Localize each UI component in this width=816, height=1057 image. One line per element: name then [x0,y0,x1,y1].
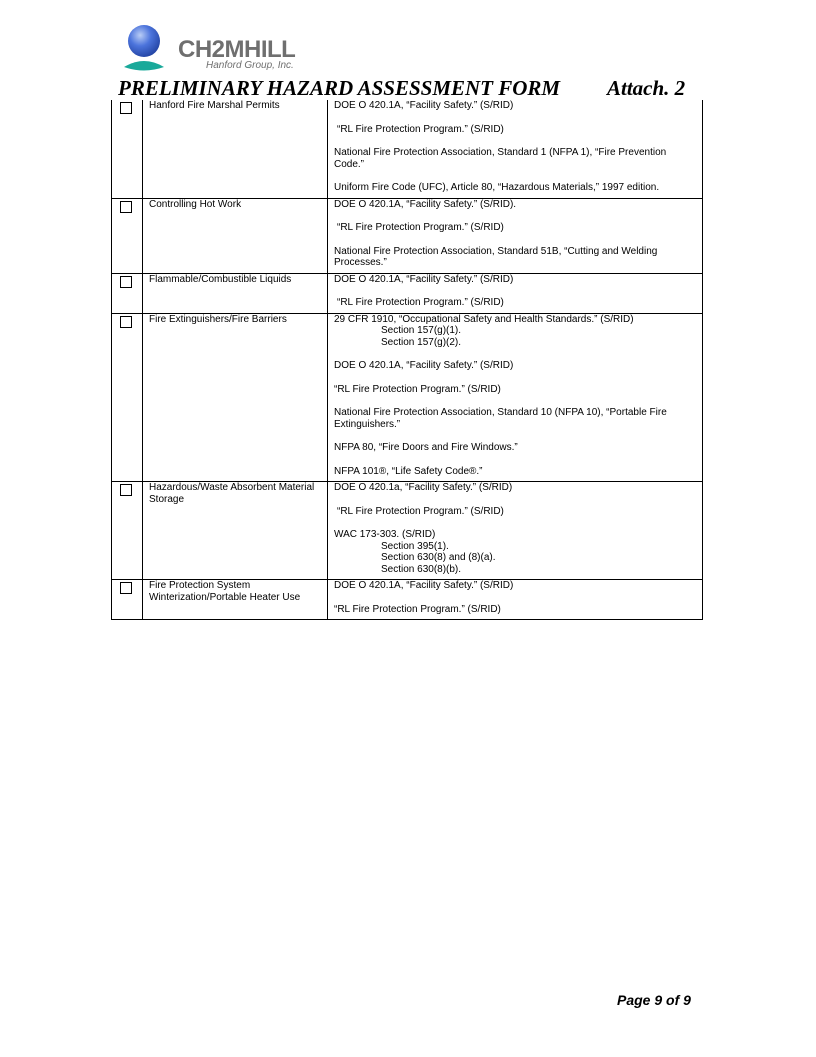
hazard-checkbox[interactable] [120,484,132,496]
hazard-row [112,580,703,620]
hazard-topic: Hazardous/Waste Absorbent Material Storage [143,482,328,580]
hazard-table-body [112,100,703,620]
requirement-reference [334,199,696,211]
hazard-topic: Hanford Fire Marshal Permits [143,100,328,198]
logo-company-name: CH2MHILL [178,36,296,63]
requirement-reference [334,147,696,170]
requirement-reference [334,124,696,136]
requirement-reference [334,246,696,269]
requirement-text: DOE O 420.1A, “Facility Safety.” (S/RID) [334,273,514,285]
hazard-topic: Fire Extinguishers/Fire Barriers [143,313,328,482]
checkbox-cell [112,100,143,198]
hazard-topic: Controlling Hot Work [143,198,328,273]
hazard-row [112,273,703,313]
requirement-reference [334,580,696,592]
requirement-text: NFPA 101®, “Life Safety Code®.” [334,465,483,477]
requirement-text: “RL Fire Protection Program.” (S/RID) [334,603,501,615]
requirement-reference [334,466,696,478]
requirements-cell [328,580,703,620]
requirement-reference [334,604,696,616]
requirement-text: NFPA 80, “Fire Doors and Fire Windows.” [334,442,518,453]
hazard-row [112,100,703,198]
requirement-text: National Fire Protection Association, Standard 51B, “Cutting and Welding Processes.” [334,245,658,268]
requirements-cell [328,100,703,198]
checkbox-cell [112,482,143,580]
requirement-text: “RL Fire Protection Program.” (S/RID) [337,297,504,308]
attachment-label: Attach. 2 [607,76,686,100]
requirement-reference [334,442,696,454]
requirements-cell [328,313,703,482]
requirement-reference [334,100,696,112]
company-logo [120,22,340,77]
form-title: PRELIMINARY HAZARD ASSESSMENT FORM [118,76,561,100]
logo-subtitle: Hanford Group, Inc. [206,60,294,71]
requirement-reference [334,182,696,194]
requirement-section: Section 630(8)(b). [381,563,462,575]
requirement-text: DOE O 420.1A, “Facility Safety.” (S/RID) [334,360,514,371]
requirement-text: DOE O 420.1A, “Facility Safety.” (S/RID) [334,580,514,591]
requirement-text: 29 CFR 1910, “Occupational Safety and Health Standards.” (S/RID) [334,313,634,325]
checkbox-cell [112,273,143,313]
requirement-text: DOE O 420.1a, “Facility Safety.” (S/RID) [334,482,513,493]
requirement-text: WAC 173-303. (S/RID) [334,529,436,540]
hazard-topic: Fire Protection System Winterization/Portable Heater Use [143,580,328,620]
requirement-text: “RL Fire Protection Program.” (S/RID) [337,123,504,135]
hazard-checkbox[interactable] [120,582,132,594]
checkbox-cell [112,198,143,273]
requirement-section: Section 395(1). [381,540,449,552]
requirement-text: “RL Fire Protection Program.” (S/RID) [337,222,504,233]
requirement-reference [334,407,696,430]
requirements-cell [328,273,703,313]
requirements-cell [328,482,703,580]
requirement-reference [334,384,696,396]
hazard-checkbox[interactable] [120,102,132,114]
hazard-row [112,313,703,482]
hazard-checkbox[interactable] [120,316,132,328]
requirement-reference [334,529,696,575]
requirement-section: Section 157(g)(1). [381,325,462,336]
hazard-checkbox[interactable] [120,201,132,213]
hazard-topic: Flammable/Combustible Liquids [143,273,328,313]
checkbox-cell [112,580,143,620]
hazard-table [111,100,703,620]
requirement-reference [334,482,696,494]
requirement-reference [334,314,696,349]
globe-icon [120,22,180,77]
hazard-row [112,482,703,580]
requirement-text: Uniform Fire Code (UFC), Article 80, “Hazardous Materials,” 1997 edition. [334,182,660,193]
requirement-text: DOE O 420.1A, “Facility Safety.” (S/RID) [334,100,514,111]
hazard-row [112,198,703,273]
requirement-reference [334,297,696,309]
hazard-checkbox[interactable] [120,276,132,288]
requirement-reference [334,360,696,372]
requirement-text: DOE O 420.1A, “Facility Safety.” (S/RID). [334,198,517,210]
requirement-section: Section 630(8) and (8)(a). [381,552,496,563]
requirement-text: “RL Fire Protection Program.” (S/RID) [334,383,501,395]
checkbox-cell [112,313,143,482]
requirement-section: Section 157(g)(2). [381,336,462,348]
requirement-reference [334,506,696,518]
requirement-reference [334,222,696,234]
requirement-text: “RL Fire Protection Program.” (S/RID) [337,505,504,517]
requirements-cell [328,198,703,273]
page-number: Page 9 of 9 [617,992,691,1008]
requirement-text: National Fire Protection Association, Standard 1 (NFPA 1), “Fire Prevention Code.” [334,147,667,170]
requirement-text: National Fire Protection Association, Standard 10 (NFPA 10), “Portable Fire Extinguishers.” [334,407,667,430]
requirement-reference [334,274,696,286]
